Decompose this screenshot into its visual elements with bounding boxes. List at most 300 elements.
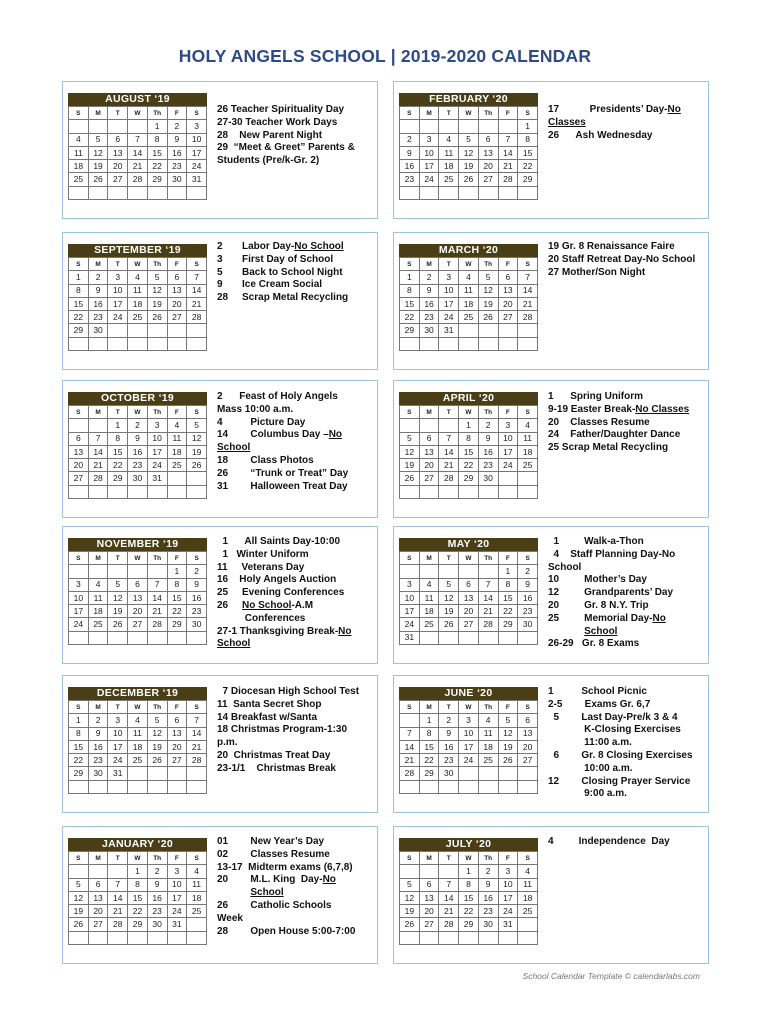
day-cell [439, 186, 459, 199]
day-cell [167, 780, 187, 793]
month-calendar [399, 838, 538, 945]
day-cell: 23 [419, 311, 439, 324]
month-name: MAY ‘20 [399, 538, 538, 551]
underlined-text: No School [294, 241, 344, 252]
event-line: 31 Halloween Treat Day [217, 480, 348, 492]
day-cell: 12 [69, 891, 89, 904]
day-cell [147, 186, 167, 199]
day-cell [147, 631, 167, 644]
day-cell [187, 324, 207, 337]
day-cell [478, 767, 498, 780]
event-list [548, 686, 706, 801]
day-cell [88, 485, 108, 498]
weekday-header: T [108, 406, 128, 419]
weekday-header: F [167, 406, 187, 419]
day-cell [518, 631, 538, 644]
month-panel-may [393, 526, 709, 664]
day-cell: 28 [439, 472, 459, 485]
day-cell: 9 [167, 133, 187, 146]
day-cell: 24 [108, 754, 128, 767]
day-cell [128, 565, 148, 578]
day-cell: 9 [400, 146, 420, 159]
event-line: 14 Breakfast w/Santa [217, 711, 318, 723]
day-cell: 18 [167, 445, 187, 458]
day-cell [128, 631, 148, 644]
day-cell: 21 [147, 605, 167, 618]
day-cell: 24 [108, 311, 128, 324]
day-cell [88, 419, 108, 432]
day-cell: 29 [518, 173, 538, 186]
month-name: NOVEMBER ‘19 [68, 538, 207, 551]
day-cell: 10 [459, 727, 479, 740]
day-cell: 28 [478, 618, 498, 631]
day-cell [419, 337, 439, 350]
underlined-text: No [322, 874, 336, 886]
day-cell [147, 931, 167, 944]
month-panel-feb [393, 81, 709, 219]
day-cell: 10 [187, 133, 207, 146]
day-cell: 25 [419, 618, 439, 631]
day-cell: 1 [459, 419, 479, 432]
day-grid [399, 851, 538, 945]
day-cell: 12 [400, 445, 420, 458]
day-cell: 18 [187, 891, 207, 904]
day-cell: 11 [419, 591, 439, 604]
day-cell: 6 [419, 878, 439, 891]
day-cell: 21 [187, 297, 207, 310]
day-cell: 14 [187, 727, 207, 740]
event-line: 9 Ice Cream Social [217, 279, 323, 291]
event-line: 25 Scrap Metal Recycling [548, 442, 669, 454]
weekday-header: S [187, 406, 207, 419]
event-list [217, 686, 375, 776]
day-cell [459, 931, 479, 944]
day-cell [400, 565, 420, 578]
underlined-text: No [667, 104, 681, 115]
day-cell: 20 [419, 905, 439, 918]
day-cell: 16 [400, 160, 420, 173]
month-name: APRIL ‘20 [399, 392, 538, 405]
month-panel-nov [62, 526, 378, 664]
weekday-header: M [419, 701, 439, 714]
day-cell: 14 [518, 284, 538, 297]
day-cell: 5 [478, 271, 498, 284]
day-cell: 16 [88, 740, 108, 753]
weekday-header: W [459, 406, 479, 419]
weekday-header: Th [478, 552, 498, 565]
day-cell: 4 [88, 578, 108, 591]
weekday-header: S [518, 107, 538, 120]
day-cell [108, 186, 128, 199]
event-list [548, 536, 706, 651]
day-cell: 11 [518, 432, 538, 445]
day-cell: 9 [439, 727, 459, 740]
day-cell: 22 [128, 905, 148, 918]
day-cell [128, 767, 148, 780]
event-line: 26 “Trunk or Treat” Day [217, 467, 349, 479]
day-cell [439, 865, 459, 878]
day-cell [108, 780, 128, 793]
day-cell [419, 631, 439, 644]
day-cell: 6 [167, 714, 187, 727]
weekday-header: S [187, 552, 207, 565]
day-cell: 1 [108, 419, 128, 432]
day-cell: 8 [400, 284, 420, 297]
day-cell [498, 472, 518, 485]
day-cell: 4 [128, 714, 148, 727]
day-cell: 19 [459, 160, 479, 173]
day-cell: 19 [108, 605, 128, 618]
day-cell: 2 [478, 865, 498, 878]
day-cell: 2 [88, 271, 108, 284]
day-cell: 3 [108, 271, 128, 284]
weekday-header: S [400, 406, 420, 419]
weekday-header: W [459, 701, 479, 714]
day-cell: 28 [147, 618, 167, 631]
month-panel-aug [62, 81, 378, 219]
day-cell: 12 [147, 284, 167, 297]
day-cell: 26 [478, 311, 498, 324]
weekday-header: W [128, 107, 148, 120]
day-cell: 25 [187, 905, 207, 918]
day-cell [147, 565, 167, 578]
day-grid [399, 551, 538, 645]
day-cell: 21 [439, 905, 459, 918]
event-line: 3 First Day of School [217, 253, 334, 265]
month-calendar [68, 538, 207, 645]
day-cell: 14 [498, 146, 518, 159]
day-cell [459, 631, 479, 644]
weekday-header: T [439, 258, 459, 271]
day-cell: 26 [88, 173, 108, 186]
weekday-header: S [400, 852, 420, 865]
day-cell: 23 [439, 754, 459, 767]
day-cell [187, 780, 207, 793]
day-cell [69, 120, 89, 133]
weekday-header: T [439, 701, 459, 714]
day-cell: 23 [88, 754, 108, 767]
day-cell: 16 [439, 740, 459, 753]
day-cell: 10 [498, 432, 518, 445]
day-cell [187, 631, 207, 644]
day-cell: 6 [498, 271, 518, 284]
day-grid [68, 851, 207, 945]
day-cell: 17 [400, 605, 420, 618]
day-cell: 14 [400, 740, 420, 753]
day-cell: 30 [419, 324, 439, 337]
day-cell: 15 [69, 297, 89, 310]
day-cell [69, 931, 89, 944]
event-line: 13-17 Midterm exams (6,7,8) [217, 861, 353, 873]
day-cell [498, 186, 518, 199]
day-cell [498, 780, 518, 793]
day-cell: 9 [478, 432, 498, 445]
day-cell: 26 [459, 173, 479, 186]
day-cell [187, 337, 207, 350]
day-cell: 21 [498, 160, 518, 173]
month-name: DECEMBER ‘19 [68, 687, 207, 700]
day-cell: 7 [518, 271, 538, 284]
weekday-header: M [88, 258, 108, 271]
day-cell [88, 565, 108, 578]
day-cell: 17 [498, 445, 518, 458]
month-panel-oct [62, 380, 378, 518]
day-cell: 4 [187, 865, 207, 878]
day-cell: 31 [400, 631, 420, 644]
day-cell: 23 [187, 605, 207, 618]
day-cell: 23 [128, 459, 148, 472]
day-cell [147, 324, 167, 337]
month-calendar [68, 244, 207, 351]
day-cell [88, 337, 108, 350]
day-cell [108, 120, 128, 133]
weekday-header: Th [147, 258, 167, 271]
day-cell [108, 485, 128, 498]
day-cell: 18 [419, 605, 439, 618]
day-cell [498, 631, 518, 644]
day-cell [88, 780, 108, 793]
day-cell [498, 337, 518, 350]
day-cell: 4 [518, 419, 538, 432]
day-cell: 11 [167, 432, 187, 445]
weekday-header: T [108, 258, 128, 271]
event-line [548, 626, 706, 639]
day-cell [128, 337, 148, 350]
month-name: FEBRUARY ‘20 [399, 93, 538, 106]
weekday-header: F [498, 552, 518, 565]
event-line: 6 Gr. 8 Closing Exercises [548, 749, 693, 761]
day-cell: 7 [128, 133, 148, 146]
day-cell: 13 [419, 445, 439, 458]
day-cell: 4 [69, 133, 89, 146]
weekday-header: S [518, 852, 538, 865]
day-cell [478, 780, 498, 793]
day-cell: 15 [459, 445, 479, 458]
month-name: JUNE ‘20 [399, 687, 538, 700]
event-line: 20 M.L. King Day-No [217, 874, 336, 886]
day-cell [108, 865, 128, 878]
underlined-text: School [250, 887, 284, 899]
day-cell: 16 [419, 297, 439, 310]
day-cell: 19 [498, 740, 518, 753]
day-cell: 10 [147, 432, 167, 445]
day-cell: 14 [478, 591, 498, 604]
day-cell: 17 [147, 445, 167, 458]
weekday-header: M [88, 552, 108, 565]
day-cell: 13 [167, 284, 187, 297]
day-cell [167, 631, 187, 644]
day-cell: 27 [167, 754, 187, 767]
weekday-header: F [498, 107, 518, 120]
day-cell: 25 [478, 754, 498, 767]
day-cell: 18 [478, 740, 498, 753]
day-cell [69, 565, 89, 578]
day-cell [147, 485, 167, 498]
day-cell: 15 [400, 297, 420, 310]
day-cell: 13 [419, 891, 439, 904]
weekday-header: S [400, 552, 420, 565]
event-line: 19 Gr. 8 Renaissance Faire [548, 241, 675, 252]
weekday-header: Th [147, 406, 167, 419]
day-cell: 14 [108, 891, 128, 904]
day-cell: 21 [518, 297, 538, 310]
day-cell: 8 [108, 432, 128, 445]
event-line: 26 Ash Wednesday [548, 129, 653, 141]
day-cell: 17 [167, 891, 187, 904]
day-cell: 13 [459, 591, 479, 604]
event-line: 2-5 Exams Gr. 6,7 [548, 698, 651, 710]
day-cell: 23 [478, 905, 498, 918]
day-cell: 19 [400, 459, 420, 472]
weekday-header: M [88, 701, 108, 714]
day-cell: 16 [128, 445, 148, 458]
day-cell: 28 [439, 918, 459, 931]
event-line: 10 Mother’s Day [548, 574, 647, 586]
event-line: p.m. [217, 737, 238, 749]
day-cell: 27 [459, 618, 479, 631]
day-grid [399, 106, 538, 200]
underlined-text: No [652, 612, 666, 624]
day-cell [419, 780, 439, 793]
event-line: 1 Spring Uniform [548, 391, 644, 402]
day-cell: 3 [498, 865, 518, 878]
day-cell: 4 [459, 271, 479, 284]
day-cell: 15 [498, 591, 518, 604]
day-cell: 27 [498, 311, 518, 324]
day-cell: 16 [147, 891, 167, 904]
day-cell: 2 [419, 271, 439, 284]
day-cell: 16 [518, 591, 538, 604]
day-cell: 2 [167, 120, 187, 133]
day-cell: 18 [439, 160, 459, 173]
day-cell [498, 767, 518, 780]
day-cell: 10 [439, 284, 459, 297]
day-cell [69, 780, 89, 793]
day-cell: 8 [459, 878, 479, 891]
event-list [217, 536, 375, 651]
weekday-header: M [419, 852, 439, 865]
day-cell: 21 [187, 740, 207, 753]
event-list [548, 104, 706, 142]
day-cell [128, 780, 148, 793]
day-cell: 7 [108, 878, 128, 891]
day-cell [69, 865, 89, 878]
day-cell [518, 485, 538, 498]
day-cell [459, 324, 479, 337]
event-line: 26-29 Gr. 8 Exams [548, 638, 640, 650]
day-cell [108, 631, 128, 644]
day-cell: 2 [88, 714, 108, 727]
event-line: 1 Winter Uniform [217, 548, 309, 560]
weekday-header: W [128, 852, 148, 865]
day-cell: 13 [88, 891, 108, 904]
event-line: 4 Picture Day [217, 416, 306, 428]
event-list [217, 241, 375, 305]
day-cell: 13 [108, 146, 128, 159]
day-cell: 9 [518, 578, 538, 591]
day-cell: 8 [128, 878, 148, 891]
day-cell: 8 [459, 432, 479, 445]
day-cell: 8 [167, 578, 187, 591]
day-cell: 6 [167, 271, 187, 284]
day-cell [419, 186, 439, 199]
day-cell: 17 [108, 297, 128, 310]
day-cell: 26 [147, 754, 167, 767]
day-cell: 11 [187, 878, 207, 891]
day-cell [147, 337, 167, 350]
day-cell: 29 [400, 324, 420, 337]
day-cell [400, 865, 420, 878]
day-cell [400, 337, 420, 350]
day-cell: 30 [518, 618, 538, 631]
day-cell: 3 [498, 419, 518, 432]
day-cell [439, 485, 459, 498]
day-cell: 24 [439, 311, 459, 324]
day-cell: 25 [518, 905, 538, 918]
day-cell: 26 [69, 918, 89, 931]
event-line: 5 Back to School Night [217, 266, 343, 278]
month-calendar [399, 538, 538, 645]
weekday-header: S [518, 552, 538, 565]
event-line: 17 Presidents’ Day-No [548, 104, 681, 115]
day-grid [399, 257, 538, 351]
day-cell: 7 [147, 578, 167, 591]
day-cell: 28 [187, 754, 207, 767]
day-cell: 28 [128, 173, 148, 186]
day-cell [108, 324, 128, 337]
month-calendar [68, 93, 207, 200]
day-cell [498, 120, 518, 133]
day-cell [88, 865, 108, 878]
day-cell: 24 [459, 754, 479, 767]
day-cell [459, 767, 479, 780]
day-cell: 25 [69, 173, 89, 186]
day-cell: 14 [439, 445, 459, 458]
weekday-header: W [128, 406, 148, 419]
weekday-header: T [439, 852, 459, 865]
day-cell: 8 [518, 133, 538, 146]
day-grid [68, 700, 207, 794]
day-cell: 28 [187, 311, 207, 324]
day-cell: 3 [419, 133, 439, 146]
weekday-header: F [498, 701, 518, 714]
day-cell: 19 [187, 445, 207, 458]
day-cell [439, 565, 459, 578]
day-cell [187, 186, 207, 199]
day-cell [400, 120, 420, 133]
day-cell: 4 [419, 578, 439, 591]
day-cell: 5 [147, 714, 167, 727]
weekday-header: M [88, 406, 108, 419]
day-cell [439, 780, 459, 793]
day-cell: 27 [419, 918, 439, 931]
day-cell: 22 [419, 754, 439, 767]
day-cell [518, 780, 538, 793]
weekday-header: W [128, 701, 148, 714]
day-cell: 1 [400, 271, 420, 284]
day-cell: 5 [498, 714, 518, 727]
day-cell [478, 120, 498, 133]
day-cell: 31 [187, 173, 207, 186]
weekday-header: T [108, 701, 128, 714]
day-cell: 29 [498, 618, 518, 631]
event-line: 12 Grandparents’ Day [548, 587, 674, 599]
day-cell: 15 [147, 146, 167, 159]
event-line: 23-1/1 Christmas Break [217, 762, 336, 774]
event-line: Week [217, 912, 243, 924]
event-line: 27 Mother/Son Night [548, 266, 646, 278]
event-line: 25 Evening Conferences [217, 587, 345, 599]
